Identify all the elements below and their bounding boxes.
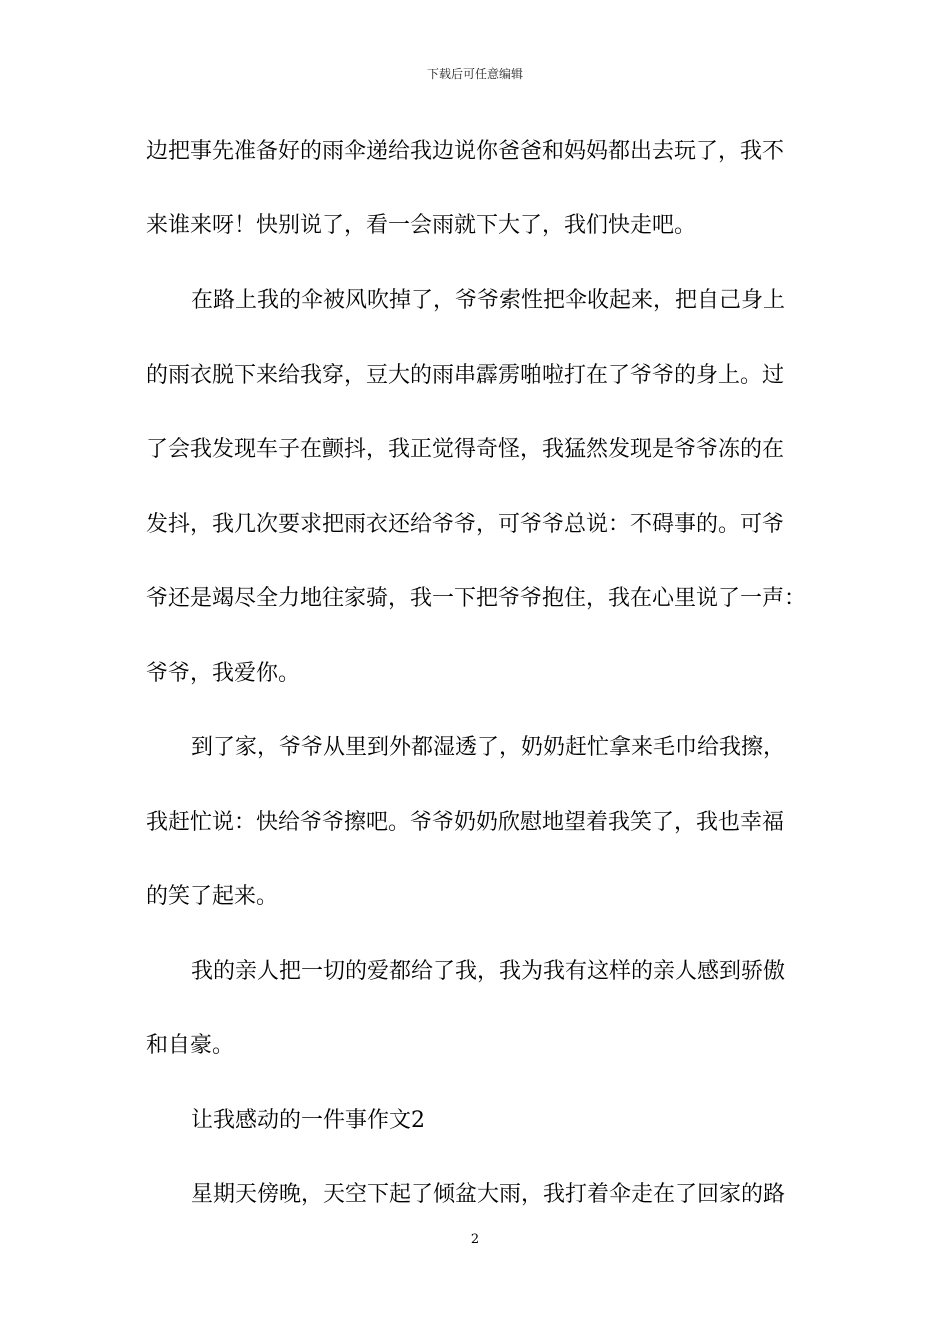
text-line: 边把事先准备好的雨伞递给我边说你爸爸和妈妈都出去玩了，我不 (146, 139, 785, 164)
text-line: 在路上我的伞被风吹掉了，爷爷索性把伞收起来，把自己身上 (191, 288, 786, 313)
text-line: 发抖，我几次要求把雨衣还给爷爷，可爷爷总说：不碍事的。可爷 (146, 512, 785, 537)
text-line: 我的亲人把一切的爱都给了我，我为我有这样的亲人感到骄傲 (191, 959, 786, 984)
text-line: 的雨衣脱下来给我穿，豆大的雨串霹雳啪啦打在了爷爷的身上。过 (146, 363, 785, 388)
text-line: 爷还是竭尽全力地往家骑，我一下把爷爷抱住，我在心里说了一声： (146, 586, 807, 611)
page-header: 下载后可任意编辑 (426, 67, 523, 81)
text-line: 到了家，爷爷从里到外都湿透了，奶奶赶忙拿来毛巾给我擦， (191, 735, 786, 760)
text-line: 了会我发现车子在颤抖，我正觉得奇怪，我猛然发现是爷爷冻的在 (146, 437, 785, 462)
page-number: 2 (470, 1232, 480, 1247)
text-line: 我赶忙说：快给爷爷擦吧。爷爷奶奶欣慰地望着我笑了，我也幸福 (146, 810, 785, 835)
text-line: 爷爷，我爱你。 (146, 661, 301, 686)
text-line: 星期天傍晚，天空下起了倾盆大雨，我打着伞走在了回家的路 (191, 1182, 786, 1207)
text-line: 的笑了起来。 (146, 884, 279, 909)
section-heading: 让我感动的一件事作文2 (191, 1108, 425, 1133)
text-line: 和自豪。 (146, 1033, 235, 1058)
text-line: 来谁来呀！快别说了，看一会雨就下大了，我们快走吧。 (146, 213, 697, 238)
